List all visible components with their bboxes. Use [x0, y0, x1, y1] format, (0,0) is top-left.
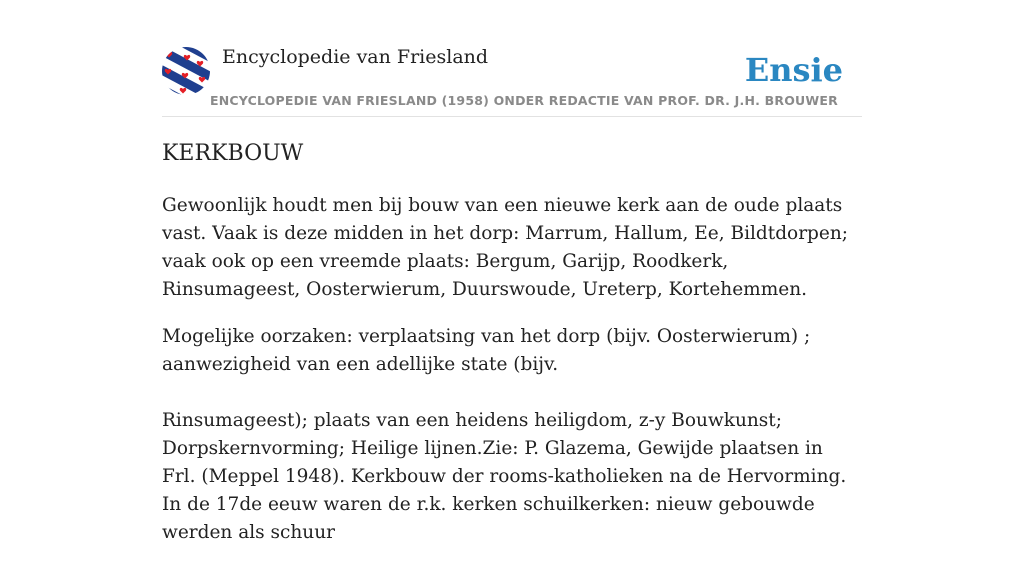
article-paragraph: Gewoonlijk houdt men bij bouw van een nieuwe kerk aan de oude plaats vast. Vaak is deze midden in het dorp: Marrum, Hallum, Ee, Bildtdorpen; vaak ook op een vreemde plaats: Bergum, Garijp, Roodkerk, Rinsumageest, Oosterwierum, Duurswoude, Ureterp, Kortehemmen.	[162, 195, 848, 300]
brand-logo[interactable]: Ensie	[744, 51, 843, 89]
article-paragraph: Rinsumageest); plaats van een heidens heiligdom, z-y Bouwkunst; Dorpskernvorming; Heilige lijnen.Zie: P. Glazema, Gewijde plaatsen in Frl. (Meppel 1948). Kerkbouw der rooms-katholieken na de Hervorming. In de 17de eeuw waren de r.k. kerken schuilkerken: nieuw gebouwde werden als schuur	[162, 410, 847, 543]
article-body	[162, 192, 862, 566]
frisian-flag-icon[interactable]	[162, 47, 210, 95]
source-subtitle: ENCYCLOPEDIE VAN FRIESLAND (1958) ONDER REDACTIE VAN PROF. DR. J.H. BROUWER	[210, 93, 838, 108]
paragraph-gap	[162, 379, 862, 407]
article-headword: KERKBOUW	[162, 141, 304, 166]
article-paragraph: Mogelijke oorzaken: verplaatsing van het dorp (bijv. Oosterwierum) ; aanwezigheid van een adellijke state (bijv.	[162, 326, 811, 375]
article-page	[162, 0, 862, 543]
site-header	[162, 0, 862, 117]
site-title[interactable]: Encyclopedie van Friesland	[222, 46, 489, 68]
